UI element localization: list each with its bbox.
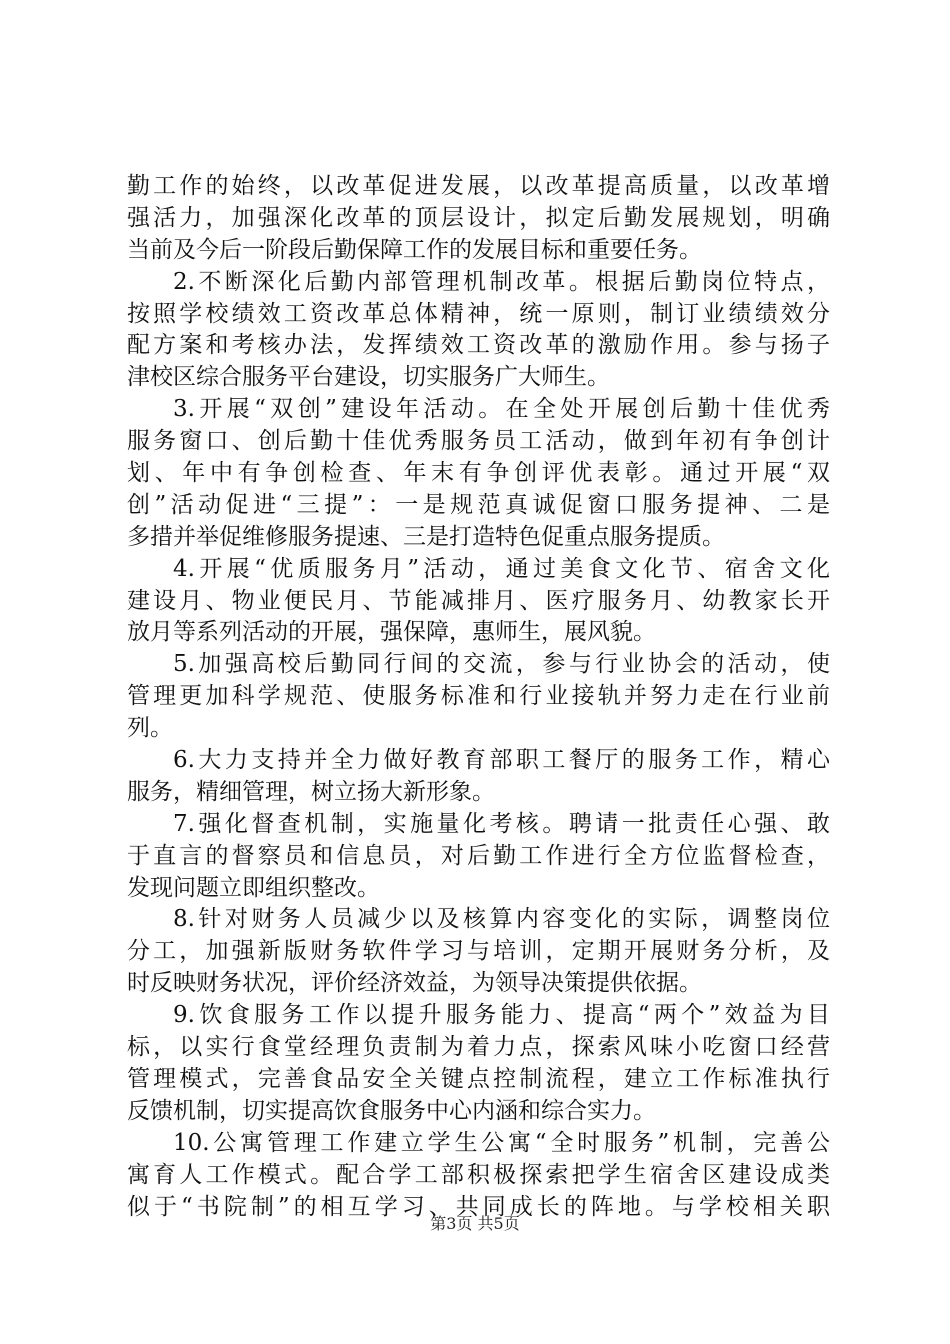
text-line: 当前及今后一阶段后勤保障工作的发展目标和重要任务。 (127, 236, 702, 263)
text-line: 管理模式，完善食品安全关键点控制流程，建立工作标准执行 (127, 1065, 830, 1092)
text-line: 8.针对财务人员减少以及核算内容变化的实际，调整岗位 (173, 906, 830, 933)
text-line: 建设月、物业便民月、节能减排月、医疗服务月、幼教家长开 (127, 587, 830, 614)
text-line: 时反映财务状况，评价经济效益，为领导决策提供依据。 (127, 970, 702, 997)
text-line: 10.公寓管理工作建立学生公寓“全时服务”机制，完善公 (173, 1129, 830, 1156)
text-line: 于直言的督察员和信息员，对后勤工作进行全方位监督检查， (127, 842, 830, 869)
text-line: 津校区综合服务平台建设，切实服务广大师生。 (127, 364, 610, 391)
text-line: 4.开展“优质服务月”活动，通过美食文化节、宿舍文化 (173, 555, 830, 582)
text-line: 分工，加强新版财务软件学习与培训，定期开展财务分析，及 (127, 938, 830, 965)
text-line: 勤工作的始终，以改革促进发展，以改革提高质量，以改革增 (127, 173, 830, 199)
text-line: 反馈机制，切实提高饮食服务中心内涵和综合实力。 (127, 1097, 656, 1124)
text-line: 放月等系列活动的开展，强保障，惠师生，展风貌。 (127, 619, 656, 646)
text-line: 划、年中有争创检查、年末有争创评优表彰。通过开展“双 (127, 460, 830, 487)
text-line: 服务，精细管理，树立扬大新形象。 (127, 778, 495, 805)
text-line: 5.加强高校后勤同行间的交流，参与行业协会的活动，使 (173, 651, 830, 678)
text-line: 3.开展“双创”建设年活动。在全处开展创后勤十佳优秀 (173, 396, 830, 423)
text-line: 似于“书院制”的相互学习、共同成长的阵地。与学校相关职 (127, 1193, 830, 1220)
text-line: 多措并举促维修服务提速、三是打造特色促重点服务提质。 (127, 523, 725, 550)
text-line: 2.不断深化后勤内部管理机制改革。根据后勤岗位特点， (173, 268, 830, 295)
text-line: 9.饮食服务工作以提升服务能力、提高“两个”效益为目 (173, 1002, 830, 1029)
text-line: 7.强化督查机制，实施量化考核。聘请一批责任心强、敢 (173, 810, 830, 837)
text-line: 6.大力支持并全力做好教育部职工餐厅的服务工作，精心 (173, 747, 830, 774)
text-line: 列。 (127, 715, 173, 742)
text-line: 管理更加科学规范、使服务标准和行业接轨并努力走在行业前 (127, 683, 830, 710)
text-line: 标，以实行食堂经理负责制为着力点，探索风味小吃窗口经营 (127, 1034, 830, 1061)
text-line: 配方案和考核办法，发挥绩效工资改革的激励作用。参与扬子 (127, 332, 830, 359)
text-line: 服务窗口、创后勤十佳优秀服务员工活动，做到年初有争创计 (127, 428, 830, 455)
page-footer: 第3页 共5页 (430, 1214, 520, 1233)
text-line: 发现问题立即组织整改。 (127, 874, 380, 901)
text-line: 按照学校绩效工资改革总体精神，统一原则，制订业绩绩效分 (127, 300, 830, 327)
text-line: 寓育人工作模式。配合学工部积极探索把学生宿舍区建设成类 (127, 1161, 830, 1188)
text-line: 强活力，加强深化改革的顶层设计，拟定后勤发展规划，明确 (127, 204, 830, 231)
text-line: 创”活动促进“三提”：一是规范真诚促窗口服务提神、二是 (127, 491, 830, 518)
document-body (127, 171, 830, 1223)
